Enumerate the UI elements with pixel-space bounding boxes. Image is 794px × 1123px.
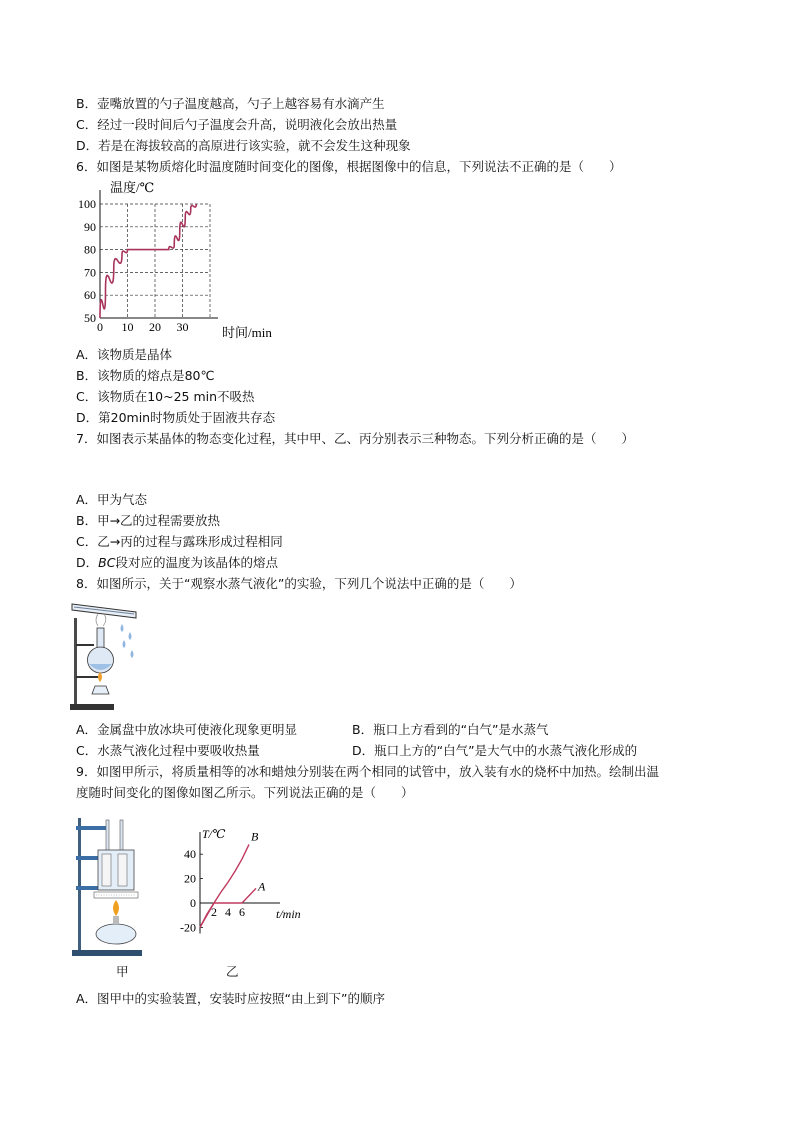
q9-y-tick-label: 0 <box>190 896 196 910</box>
q6-y-tick-label: 60 <box>84 288 96 303</box>
q5-option-d: D．若是在海拔较高的高原进行该实验，就不会发生这种现象 <box>76 138 411 153</box>
q9-y-axis-label: T/℃ <box>202 827 226 841</box>
q9-x-tick-label: 2 <box>211 905 217 919</box>
q8-stem: 8．如图所示，关于“观察水蒸气液化”的实验，下列几个说法中正确的是（ ） <box>76 576 522 591</box>
q9-heating-apparatus-figure <box>70 812 148 962</box>
q6-option-d: D．第20min时物质处于固液共存态 <box>76 410 276 425</box>
q6-x-axis-label: 时间/min <box>222 325 272 340</box>
q9-y-tick-label: 20 <box>184 871 196 886</box>
q9-series-label-A: A <box>258 879 266 894</box>
q9-tick-labels <box>180 847 245 934</box>
q6-y-axis-label: 温度/℃ <box>110 180 155 195</box>
q6-option-c: C．该物质在10~25 min不吸热 <box>76 389 255 404</box>
q7-option-c: C．乙→丙的过程与露珠形成过程相同 <box>76 534 283 549</box>
q6-grid <box>100 204 210 318</box>
q9-figure-label-yi: 乙 <box>226 964 239 979</box>
q6-y-tick-label: 80 <box>84 242 96 257</box>
q6-x-tick-label: 20 <box>149 320 161 334</box>
q6-x-tick-label: 0 <box>97 320 103 334</box>
q9-option-a: A．图甲中的实验装置，安装时应按照“由上到下”的顺序 <box>76 991 386 1006</box>
q9-x-axis-label: t/min <box>276 907 301 921</box>
q5-option-c: C．经过一段时间后勺子温度会升高，说明液化会放出热量 <box>76 117 398 132</box>
q9-y-tick-label: -20 <box>180 920 196 935</box>
q8-option-a: A．金属盘中放冰块可使液化现象更明显 <box>76 722 298 737</box>
q9-x-tick-label: 6 <box>239 905 245 919</box>
q9-figure-label-jia: 甲 <box>116 964 129 979</box>
q8-option-c: C．水蒸气液化过程中要吸收热量 <box>76 743 260 758</box>
q6-y-tick-label: 50 <box>84 311 96 325</box>
q6-series-line <box>100 204 196 318</box>
q7-option-a: A．甲为气态 <box>76 492 148 507</box>
q6-y-tick-label: 70 <box>84 265 96 280</box>
q6-x-tick-label: 10 <box>121 320 134 334</box>
q6-option-a: A．该物质是晶体 <box>76 347 173 362</box>
q5-option-b: B．壶嘴放置的勺子温度越高，勺子上越容易有水滴产生 <box>76 96 385 111</box>
q6-tick-labels <box>78 197 189 334</box>
q7-option-b: B．甲→乙的过程需要放热 <box>76 513 221 528</box>
q8-apparatus-figure <box>68 598 140 714</box>
q9-series <box>200 829 266 927</box>
q7-option-d: D．BC段对应的温度为该晶体的熔点 <box>76 555 278 570</box>
q6-axes <box>100 190 218 318</box>
q9-x-tick-label: 4 <box>225 905 231 919</box>
q6-stem: 6．如图是某物质熔化时温度随时间变化的图像，根据图像中的信息，下列说法不正确的是（ ） <box>76 159 622 174</box>
q9-series-label-B: B <box>251 829 259 844</box>
q6-x-tick-label: 30 <box>176 320 189 334</box>
q9-temperature-chart <box>172 822 312 944</box>
q6-melting-chart <box>66 178 296 343</box>
q9-stem-line2: 度随时间变化的图像如图乙所示。下列说法正确的是（ ） <box>76 785 414 800</box>
q6-option-b: B．该物质的熔点是80℃ <box>76 368 215 383</box>
q8-option-d: D．瓶口上方的“白气”是大气中的水蒸气液化形成的 <box>352 743 638 758</box>
q6-y-tick-label: 100 <box>78 197 96 211</box>
q8-option-b: B．瓶口上方看到的“白气”是水蒸气 <box>352 722 549 737</box>
q7-stem: 7．如图表示某晶体的物态变化过程，其中甲、乙、丙分别表示三种物态。下列分析正确的是（ ） <box>76 431 634 446</box>
q9-y-tick-label: 40 <box>184 847 196 862</box>
q9-stem-line1: 9．如图甲所示，将质量相等的冰和蜡烛分别装在两个相同的试管中，放入装有水的烧杯中加热。绘制出温 <box>76 764 659 779</box>
q6-y-tick-label: 90 <box>84 219 96 234</box>
